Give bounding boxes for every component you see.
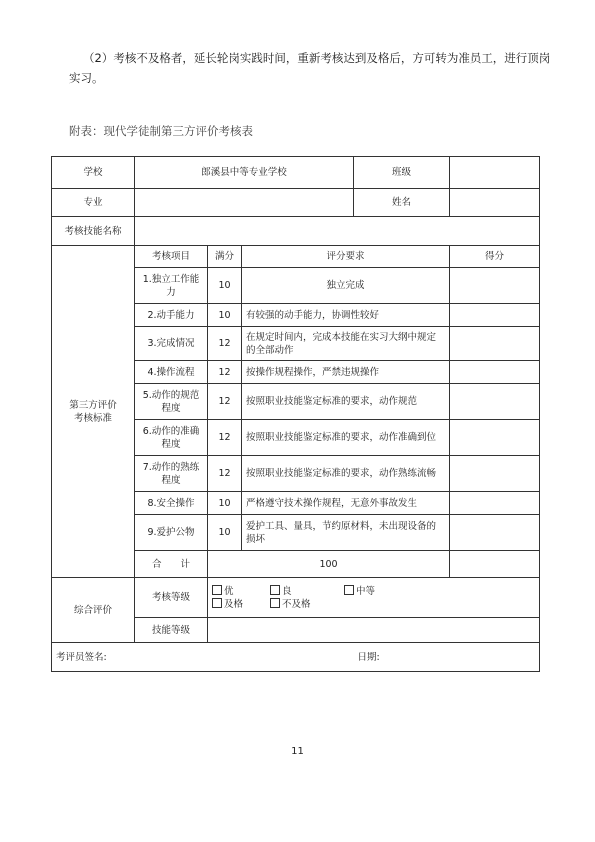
item-req: 独立完成 bbox=[242, 268, 450, 304]
date-field[interactable]: 日期: bbox=[354, 643, 540, 672]
item-full: 12 bbox=[208, 361, 242, 384]
item-req: 爱护工具、量具，节约原材料，未出现设备的损坏 bbox=[242, 515, 450, 551]
item-req: 按照职业技能鉴定标准的要求，动作规范 bbox=[242, 384, 450, 420]
grade-options bbox=[208, 578, 540, 618]
skill-grade-label: 技能等级 bbox=[135, 618, 208, 643]
evaluation-table bbox=[51, 156, 540, 672]
skill-name-label: 考核技能名称 bbox=[52, 217, 135, 246]
table-caption: 附表：现代学徒制第三方评价考核表 bbox=[69, 124, 253, 138]
item-score[interactable] bbox=[450, 492, 540, 515]
class-label: 班级 bbox=[354, 157, 450, 189]
school-label: 学校 bbox=[52, 157, 135, 189]
item-name: 4.操作流程 bbox=[135, 361, 208, 384]
item-name: 1.独立工作能力 bbox=[135, 268, 208, 304]
item-full: 10 bbox=[208, 268, 242, 304]
item-full: 10 bbox=[208, 515, 242, 551]
header-req: 评分要求 bbox=[242, 246, 450, 268]
item-score[interactable] bbox=[450, 515, 540, 551]
grade-option[interactable]: 不及格 bbox=[270, 598, 311, 611]
item-req: 有较强的动手能力，协调性较好 bbox=[242, 304, 450, 327]
overall-label: 综合评价 bbox=[52, 578, 135, 643]
body-paragraph: （2）考核不及格者，延长轮岗实践时间，重新考核达到及格后，方可转为准员工，进行顶岗实习。 bbox=[69, 51, 551, 85]
item-full: 12 bbox=[208, 456, 242, 492]
item-req: 按操作规程操作，严禁违规操作 bbox=[242, 361, 450, 384]
skill-grade-value[interactable] bbox=[208, 618, 540, 643]
item-score[interactable] bbox=[450, 304, 540, 327]
name-value[interactable] bbox=[450, 189, 540, 217]
checkbox-icon bbox=[344, 585, 354, 595]
header-full: 满分 bbox=[208, 246, 242, 268]
header-score: 得分 bbox=[450, 246, 540, 268]
page-number: 11 bbox=[291, 746, 304, 757]
item-name: 7.动作的熟练程度 bbox=[135, 456, 208, 492]
total-score[interactable] bbox=[450, 551, 540, 578]
header-item: 考核项目 bbox=[135, 246, 208, 268]
skill-name-value[interactable] bbox=[135, 217, 540, 246]
item-score[interactable] bbox=[450, 420, 540, 456]
item-name: 9.爱护公物 bbox=[135, 515, 208, 551]
major-value[interactable] bbox=[135, 189, 354, 217]
section-label: 第三方评价 考核标准 bbox=[52, 246, 135, 578]
total-label: 合 计 bbox=[135, 551, 208, 578]
grade-option[interactable]: 中等 bbox=[344, 585, 375, 598]
item-req: 在规定时间内，完成本技能在实习大纲中规定的全部动作 bbox=[242, 327, 450, 361]
item-req: 严格遵守技术操作规程，无意外事故发生 bbox=[242, 492, 450, 515]
item-score[interactable] bbox=[450, 327, 540, 361]
grade-option[interactable]: 优 bbox=[212, 585, 270, 598]
item-full: 12 bbox=[208, 420, 242, 456]
item-full: 10 bbox=[208, 304, 242, 327]
item-full: 12 bbox=[208, 384, 242, 420]
checkbox-icon bbox=[212, 598, 222, 608]
item-score[interactable] bbox=[450, 456, 540, 492]
item-name: 3.完成情况 bbox=[135, 327, 208, 361]
item-full: 12 bbox=[208, 327, 242, 361]
item-full: 10 bbox=[208, 492, 242, 515]
total-value: 100 bbox=[208, 551, 450, 578]
grade-option[interactable]: 及格 bbox=[212, 598, 270, 611]
item-score[interactable] bbox=[450, 384, 540, 420]
grade-option[interactable]: 良 bbox=[270, 585, 344, 598]
item-req: 按照职业技能鉴定标准的要求，动作熟练流畅 bbox=[242, 456, 450, 492]
major-label: 专业 bbox=[52, 189, 135, 217]
checkbox-icon bbox=[212, 585, 222, 595]
item-score[interactable] bbox=[450, 361, 540, 384]
item-score[interactable] bbox=[450, 268, 540, 304]
name-label: 姓名 bbox=[354, 189, 450, 217]
checkbox-icon bbox=[270, 598, 280, 608]
checkbox-icon bbox=[270, 585, 280, 595]
grade-label: 考核等级 bbox=[135, 578, 208, 618]
school-value: 郎溪县中等专业学校 bbox=[135, 157, 354, 189]
examiner-signature[interactable]: 考评员签名: bbox=[52, 643, 354, 672]
class-value[interactable] bbox=[450, 157, 540, 189]
item-name: 5.动作的规范程度 bbox=[135, 384, 208, 420]
item-name: 2.动手能力 bbox=[135, 304, 208, 327]
item-name: 6.动作的准确程度 bbox=[135, 420, 208, 456]
item-req: 按照职业技能鉴定标准的要求，动作准确到位 bbox=[242, 420, 450, 456]
item-name: 8.安全操作 bbox=[135, 492, 208, 515]
